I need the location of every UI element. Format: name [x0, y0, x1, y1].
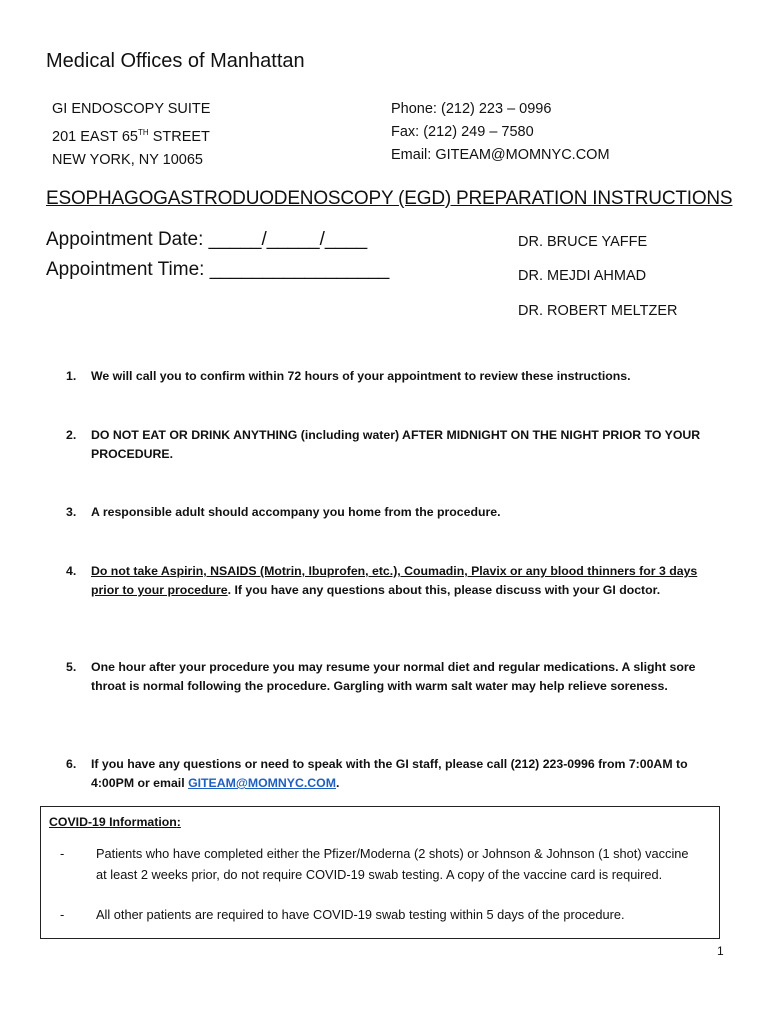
instruction-item: 5. One hour after your procedure you may resume your normal diet and regular medications. A slight sore throat is normal following the procedure. Gargling with warm salt water may help relieve soreness.: [66, 660, 696, 693]
address-block: [52, 98, 210, 172]
doctor-name: DR. MEJDI AHMAD: [518, 268, 647, 284]
appointment-time: Appointment Time: _________________: [46, 259, 390, 280]
covid-info-box: [40, 806, 720, 939]
covid-title: COVID-19 Information:: [49, 815, 181, 829]
covid-bullet: - Patients who have completed either the Pfizer/Moderna (2 shots) or Johnson & Johnson (1 shot) vaccine at least 2 weeks prior, do not require COVID-19 swab testing. A copy of the vaccine card is required.: [60, 846, 689, 882]
org-name: Medical Offices of Manhattan: [46, 50, 305, 72]
document-title: ESOPHAGOGASTRODUODENOSCOPY (EGD) PREPARATION INSTRUCTIONS: [46, 188, 733, 209]
blood-thinner-warning: Do not take Aspirin, NSAIDS (Motrin, Ibuprofen, etc.), Coumadin, Plavix or any blood thinners for 3 days prior to your procedure: [91, 564, 698, 597]
contact-block: [391, 98, 610, 167]
address-line-1: GI ENDOSCOPY SUITE: [52, 101, 211, 117]
instruction-item: 2. DO NOT EAT OR DRINK ANYTHING (including water) AFTER MIDNIGHT ON THE NIGHT PRIOR TO YOUR PROCEDURE.: [66, 428, 701, 461]
email-link[interactable]: GITEAM@MOMNYC.COM: [188, 776, 336, 790]
doctor-name: DR. ROBERT MELTZER: [518, 303, 678, 319]
doctor-name: DR. BRUCE YAFFE: [518, 234, 648, 250]
instruction-item: 6. If you have any questions or need to speak with the GI staff, please call (212) 223-0996 from 7:00AM to 4:00PM or email GITEAM@MOMNYC.COM.: [66, 757, 688, 790]
page-number: 1: [717, 944, 724, 958]
instruction-item: 4. Do not take Aspirin, NSAIDS (Motrin, Ibuprofen, etc.), Coumadin, Plavix or any blood thinners for 3 days prior to your procedure. If you have any questions about this, please discuss with your GI doctor.: [66, 564, 698, 597]
instruction-item: 1. We will call you to confirm within 72 hours of your appointment to review these instructions.: [66, 369, 631, 383]
instruction-item: 3. A responsible adult should accompany you home from the procedure.: [66, 505, 501, 519]
phone-number: Phone: (212) 223 – 0996: [391, 101, 552, 117]
covid-bullet: - All other patients are required to have COVID-19 swab testing within 5 days of the procedure.: [60, 907, 625, 922]
appointment-date: Appointment Date: _____/_____/____: [46, 229, 368, 250]
address-line-2: 201 EAST 65TH STREET: [52, 128, 210, 145]
address-line-3: NEW YORK, NY 10065: [52, 151, 203, 168]
contact-email: Email: GITEAM@MOMNYC.COM: [391, 147, 610, 163]
fax-number: Fax: (212) 249 – 7580: [391, 124, 534, 140]
